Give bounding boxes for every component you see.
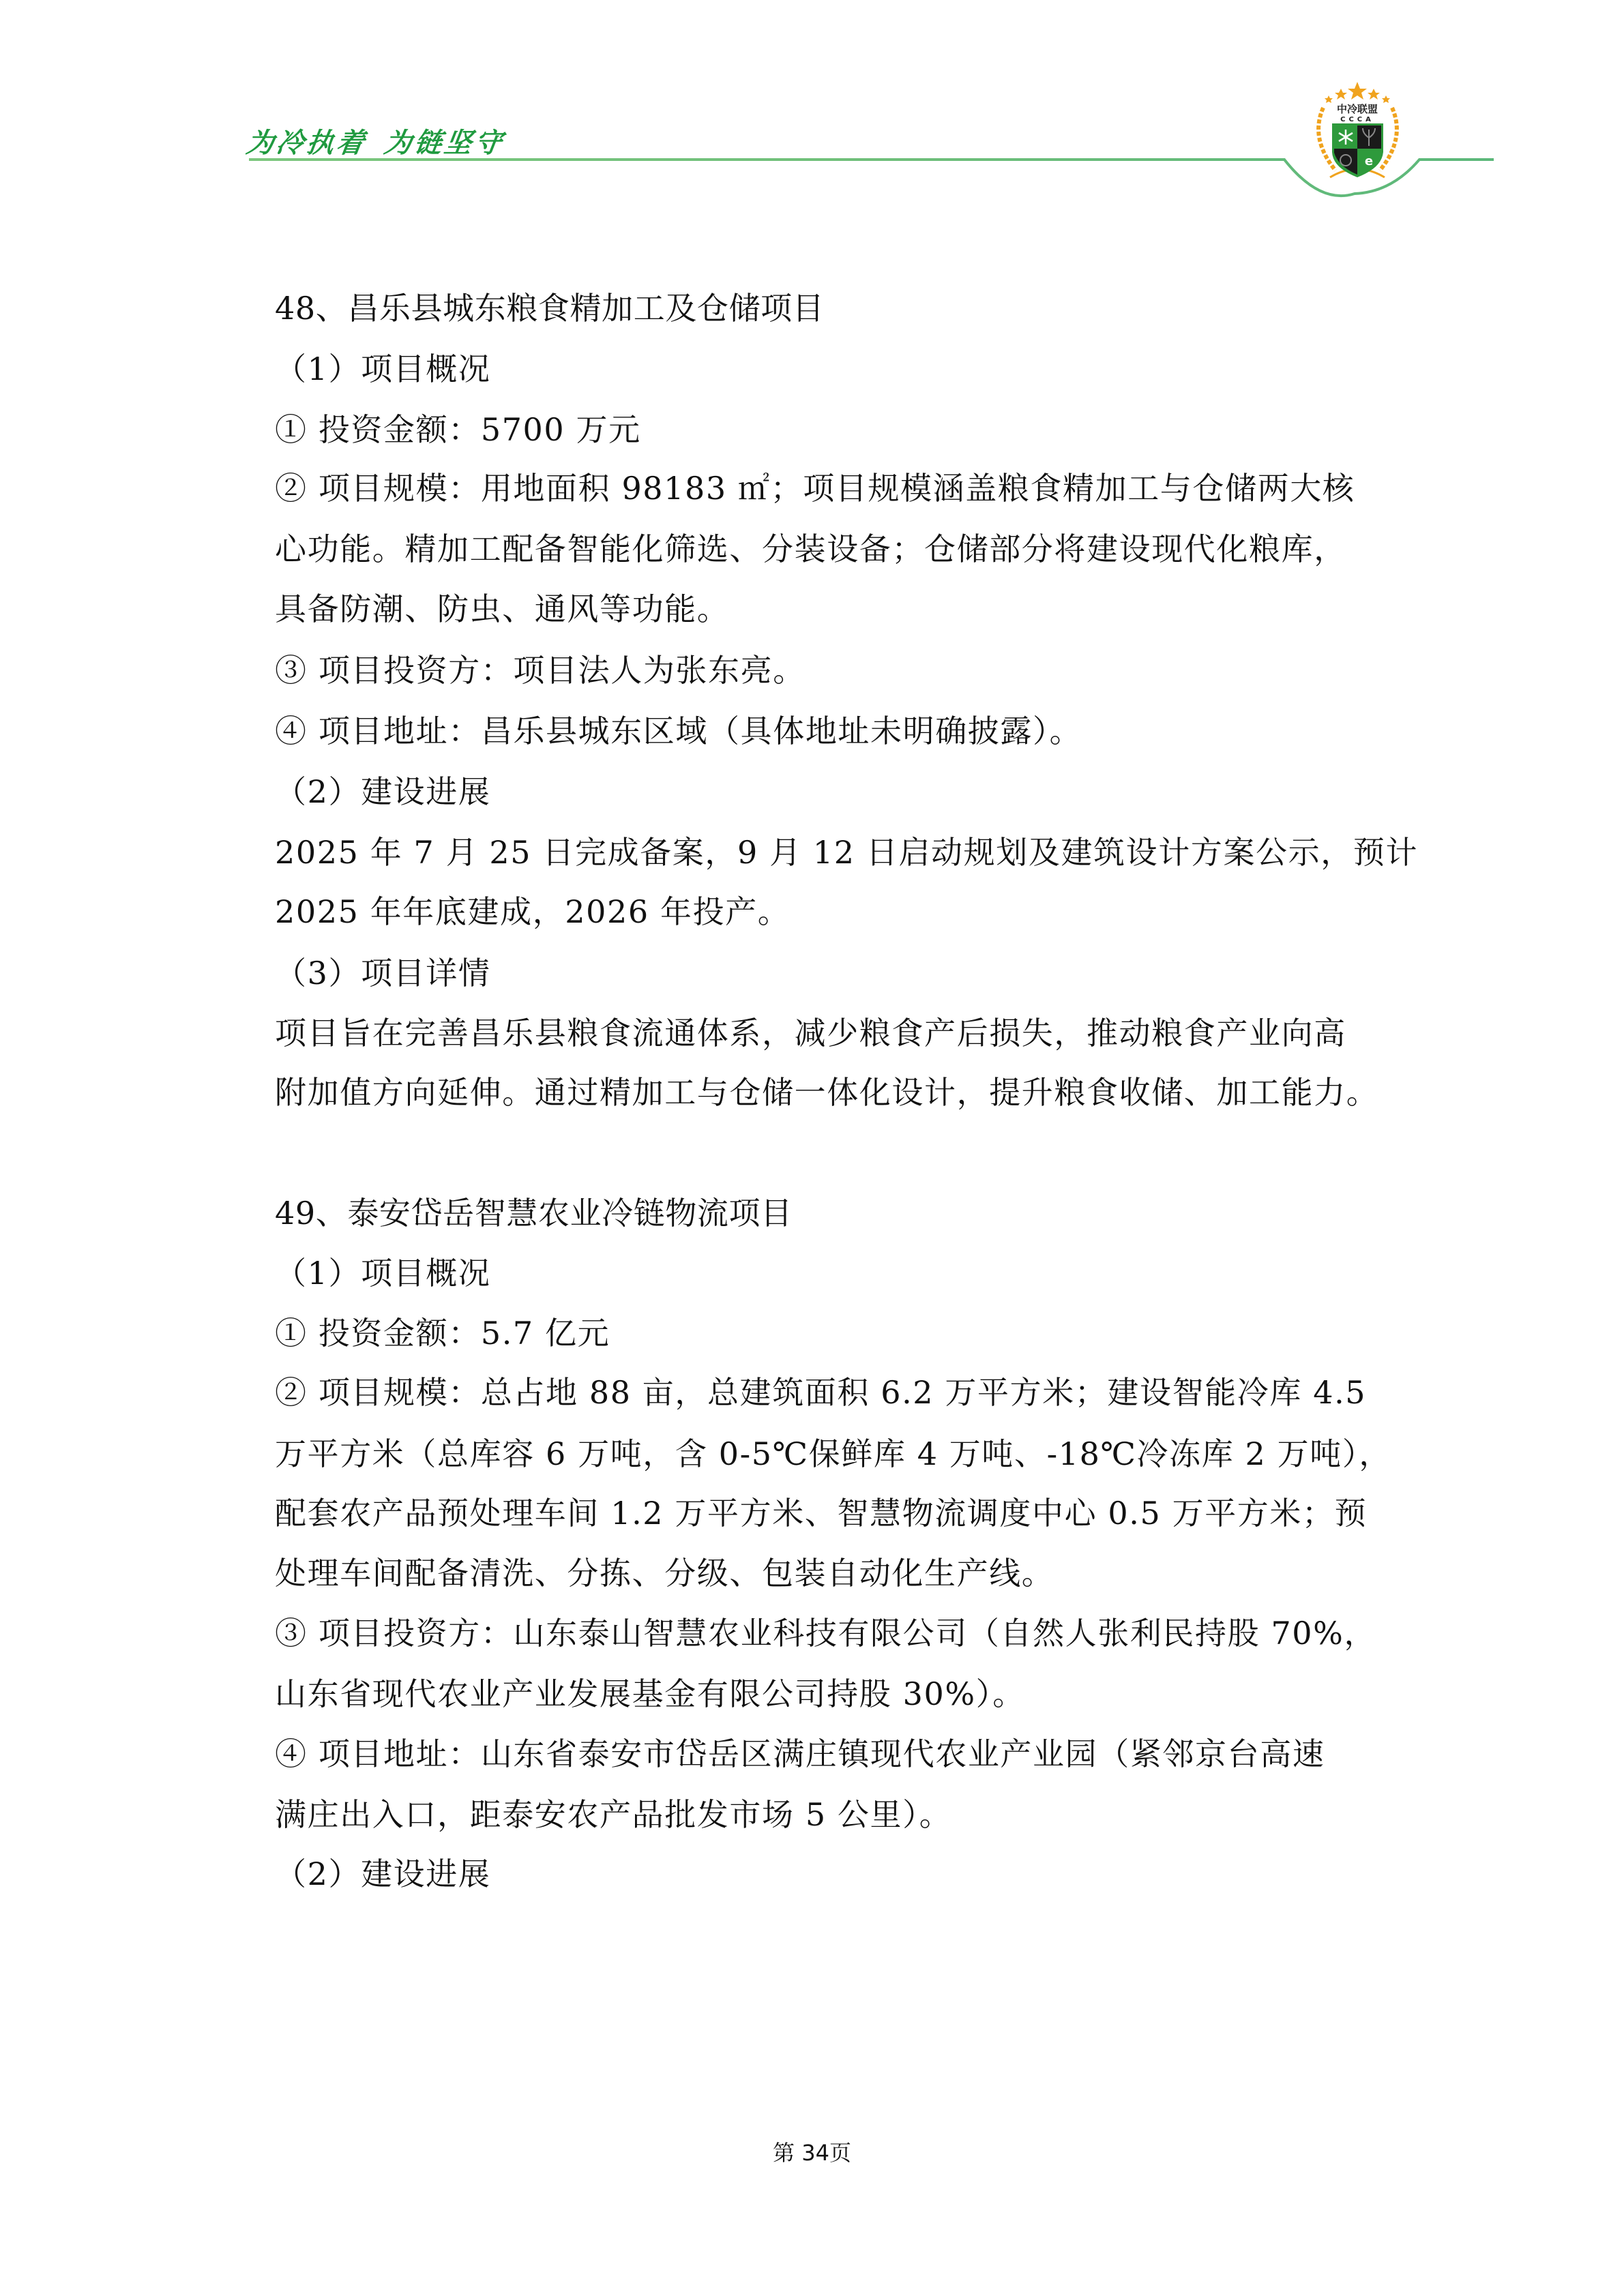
project-48-progress-line-1: 2025 年 7 月 25 日完成备案，9 月 12 日启动规划及建筑设计方案公示，预计 xyxy=(275,834,1419,871)
page-header xyxy=(0,0,1624,218)
svg-text:CCCA: CCCA xyxy=(1340,116,1374,123)
project-48-investor: ③ 项目投资方：项目法人为张东亮。 xyxy=(275,652,806,689)
project-49-progress-heading: （2）建设进展 xyxy=(275,1855,491,1892)
svg-text:中冷联盟: 中冷联盟 xyxy=(1336,103,1378,115)
project-48-details-line-1: 项目旨在完善昌乐县粮食流通体系，减少粮食产后损失，推动粮食产业向高 xyxy=(275,1015,1346,1052)
project-49-address-line-1: ④ 项目地址：山东省泰安市岱岳区满庄镇现代农业产业园（紧邻京台高速 xyxy=(275,1735,1325,1772)
project-49-investor-line-2: 山东省现代农业产业发展基金有限公司持股 30%）。 xyxy=(275,1675,1025,1712)
project-48-scale-line-1: ② 项目规模：用地面积 98183 ㎡；项目规模涵盖粮食精加工与仓储两大核 xyxy=(275,470,1355,507)
project-49-scale-line-4: 处理车间配备清洗、分拣、分级、包装自动化生产线。 xyxy=(275,1555,1054,1592)
project-48-details-heading: （3）项目详情 xyxy=(275,955,491,992)
project-48-progress-line-2: 2025 年年底建成，2026 年投产。 xyxy=(275,893,791,930)
project-48-investment: ① 投资金额：5700 万元 xyxy=(275,411,641,448)
slogan-part-2: 为链坚守 xyxy=(382,128,507,159)
project-49-scale-line-2: 万平方米（总库容 6 万吨，含 0-5℃保鲜库 4 万吨、-18℃冷冻库 2 万吨）， xyxy=(275,1435,1392,1472)
svg-text:e: e xyxy=(1364,154,1374,168)
project-48-address: ④ 项目地址：昌乐县城东区域（具体地址未明确披露）。 xyxy=(275,713,1082,749)
project-49-scale-line-1: ② 项目规模：总占地 88 亩，总建筑面积 6.2 万平方米；建设智能冷库 4.5 xyxy=(275,1374,1367,1411)
project-49-title: 49、泰安岱岳智慧农业冷链物流项目 xyxy=(275,1195,793,1232)
project-48-scale-line-2: 心功能。精加工配备智能化筛选、分装设备；仓储部分将建设现代化粮库， xyxy=(275,531,1346,567)
project-48-scale-line-3: 具备防潮、防虫、通风等功能。 xyxy=(275,591,730,627)
project-49-investment: ① 投资金额：5.7 亿元 xyxy=(275,1315,610,1352)
project-49-overview-heading: （1）项目概况 xyxy=(275,1255,491,1292)
ccca-shield-logo-icon xyxy=(1308,80,1407,183)
slogan-part-1: 为冷执着 xyxy=(244,128,369,159)
project-49-address-line-2: 满庄出入口，距泰安农产品批发市场 5 公里）。 xyxy=(275,1796,952,1833)
project-48-progress-heading: （2）建设进展 xyxy=(275,773,491,810)
project-49-scale-line-3: 配套农产品预处理车间 1.2 万平方米、智慧物流调度中心 0.5 万平方米；预 xyxy=(275,1495,1368,1532)
page-number: 第 34页 xyxy=(773,2140,851,2166)
project-48-overview-heading: （1）项目概况 xyxy=(275,351,491,387)
project-48-details-line-2: 附加值方向延伸。通过精加工与仓储一体化设计，提升粮食收储、加工能力。 xyxy=(275,1074,1379,1111)
header-slogan xyxy=(244,121,507,160)
project-48-title: 48、昌乐县城东粮食精加工及仓储项目 xyxy=(275,290,825,327)
project-49-investor-line-1: ③ 项目投资方：山东泰山智慧农业科技有限公司（自然人张利民持股 70%， xyxy=(275,1615,1377,1652)
